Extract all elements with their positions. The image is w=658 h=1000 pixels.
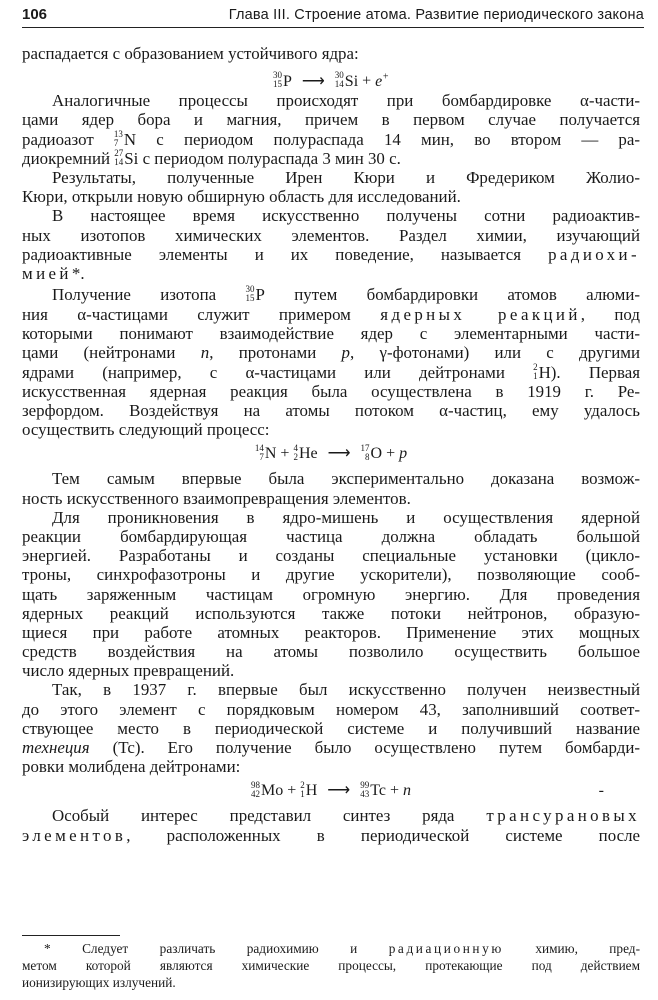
nuclide-p30: 30 15 P (272, 69, 292, 90)
spaced-term: элементов (22, 825, 127, 845)
text-line: Так, в 1937 г. впервые был искусственно получен неизвестный (52, 680, 640, 700)
positron: e+ (375, 71, 390, 90)
text-line: средств воздействия на атомы позволило осуществить большое (22, 642, 640, 662)
text-line: ядрами (например, с α-частицами или дейтронами 2 1 H). Первая (22, 361, 640, 382)
text-line: которыми понимают взаимодействие ядер с элементарными части- (22, 324, 640, 344)
reaction-arrow: ⟶ (301, 72, 325, 90)
text-line: искусственная ядерная реакция была осуществлена в 1919 г. Ре- (22, 381, 640, 401)
spaced-term: радиохи- (548, 244, 640, 264)
text-line: Тем самым впервые была экспериментально доказана возмож- (52, 469, 640, 489)
text-line: ровки молибдена дейтронами: (22, 757, 241, 777)
footnote-rule (22, 935, 120, 936)
text-line: Особый интерес представил синтез ряда трансурановых (52, 806, 640, 826)
equation-technetium: 98 42 Mo + 2 1 H ⟶ 99 43 Tc + n - (22, 776, 640, 806)
footnote-line: метом которой являются химические процессы, протекающие под действием (22, 958, 640, 973)
text-line: Получение изотопа 30 15 P путем бомбардировки атомов алюми- (22, 283, 640, 305)
text-line: Кюри, открыли новую обширную область для исследований. (22, 187, 461, 207)
text-line: цами ядер бора и магния, причем в первом случае получается (22, 110, 640, 130)
text-line: мией*. (22, 263, 85, 283)
nuclide-h2: 2 1 H (300, 779, 318, 800)
spaced-term: трансурановых (486, 806, 640, 826)
text-line: энергией. Разработаны и созданы специальные установки (цикло- (22, 546, 640, 566)
page-number: 106 (22, 6, 48, 23)
footnote (22, 940, 640, 991)
main-text (22, 44, 640, 845)
equation-rutherford: 14 7 N + 4 2 He ⟶ 17 8 O + p (22, 439, 640, 469)
text-line: диокремний 27 14 Si с периодом полураспада 3 мин 30 с. (22, 147, 401, 168)
stray-mark: - (598, 782, 604, 800)
footnote-line: ионизирующих излучений. (22, 975, 176, 990)
text-line: Для проникновения в ядро-мишень и осуществления ядерной (52, 507, 640, 527)
nuclide-n14: 14 7 N (254, 442, 277, 463)
text-line: реакции бомбардирующая частица должна обладать большой (22, 526, 640, 546)
text-line: щать заряженным частицам огромную энергию. Для проведения (22, 584, 640, 604)
nuclide-h2: 2 1 H (533, 361, 551, 382)
element-name-italic: технеция (22, 738, 90, 757)
text-line: щиеся при работе атомных реакторов. Применение этих мощных (22, 622, 640, 642)
spaced-term: радиационную (388, 941, 504, 956)
equation-p30-decay: 30 15 P ⟶ 30 14 Si + e+ (22, 63, 640, 91)
nuclide-p30: 30 15 P (245, 284, 265, 305)
nuclide-mo98: 98 42 Mo (250, 779, 284, 800)
text-line: радиоактивные элементы и их поведение, называется радиохи- (22, 244, 640, 264)
text-line: цами (нейтронами n, протонами p, γ-фотонами) или с другими (22, 343, 641, 363)
text-line: радиоазот 13 7 N с периодом полураспада 14 мин, во втором — ра- (22, 128, 640, 149)
running-title: Глава III. Строение атома. Развитие периодического закона (228, 7, 644, 23)
running-header (22, 4, 644, 26)
spaced-term: мией (22, 263, 72, 283)
nuclide-n13: 13 7 N (113, 128, 137, 149)
text-line: распадается с образованием устойчивого ядра: (22, 44, 359, 63)
text-line: технеция (Tc). Его получение было осуществлено путем бомбарди- (22, 738, 640, 757)
text-line: троны, синхрофазотроны и другие ускорители), позволяющие сооб- (22, 565, 640, 585)
footnote-line: * Следует различать радиохимию и радиационную химию, пред- (44, 941, 640, 956)
nuclide-si27: 27 14 Si (114, 147, 139, 168)
text-line: ность искусственного взаимопревращения элементов. (22, 488, 411, 508)
nuclide-he4: 4 2 He (293, 442, 318, 463)
nuclide-o17: 17 8 O (360, 442, 383, 463)
text-line: Результаты, полученные Ирен Кюри и Фредериком Жолио- (52, 167, 640, 187)
text-line: элементов, расположенных в периодической системе после (22, 825, 640, 845)
proton-symbol: p (399, 445, 408, 463)
header-rule (22, 27, 644, 28)
text-line: ядерных реакций используются также потоки нейтронов, образую- (22, 603, 640, 623)
text-line: В настоящее время искусственно получены сотни радиоактив- (52, 206, 640, 226)
reaction-arrow: ⟶ (327, 782, 351, 800)
text-line: до этого элемент с порядковым номером 43, заполнивший соответ- (22, 699, 640, 719)
text-line: ных изотопов химических элементов. Раздел химии, изучающий (22, 225, 640, 245)
text-line: ния α-частицами служит примером ядерных реакций, под (22, 305, 640, 325)
neutron-symbol: n (403, 782, 412, 800)
spaced-term: ядерных реакций (380, 305, 581, 325)
text-line: ствующее место в периодической системе и получивший название (22, 718, 640, 738)
text-line: осуществить следующий процесс: (22, 420, 270, 440)
nuclide-si30: 30 14 Si (334, 69, 359, 90)
text-line: зерфордом. Воздействуя на атомы потоком α-частиц, ему удалось (22, 401, 640, 420)
text-line: Аналогичные процессы происходят при бомбардировке α-части- (52, 91, 640, 111)
text-line: число ядерных превращений. (22, 661, 235, 681)
reaction-arrow: ⟶ (327, 445, 351, 463)
nuclide-tc99: 99 43 Tc (360, 779, 386, 800)
